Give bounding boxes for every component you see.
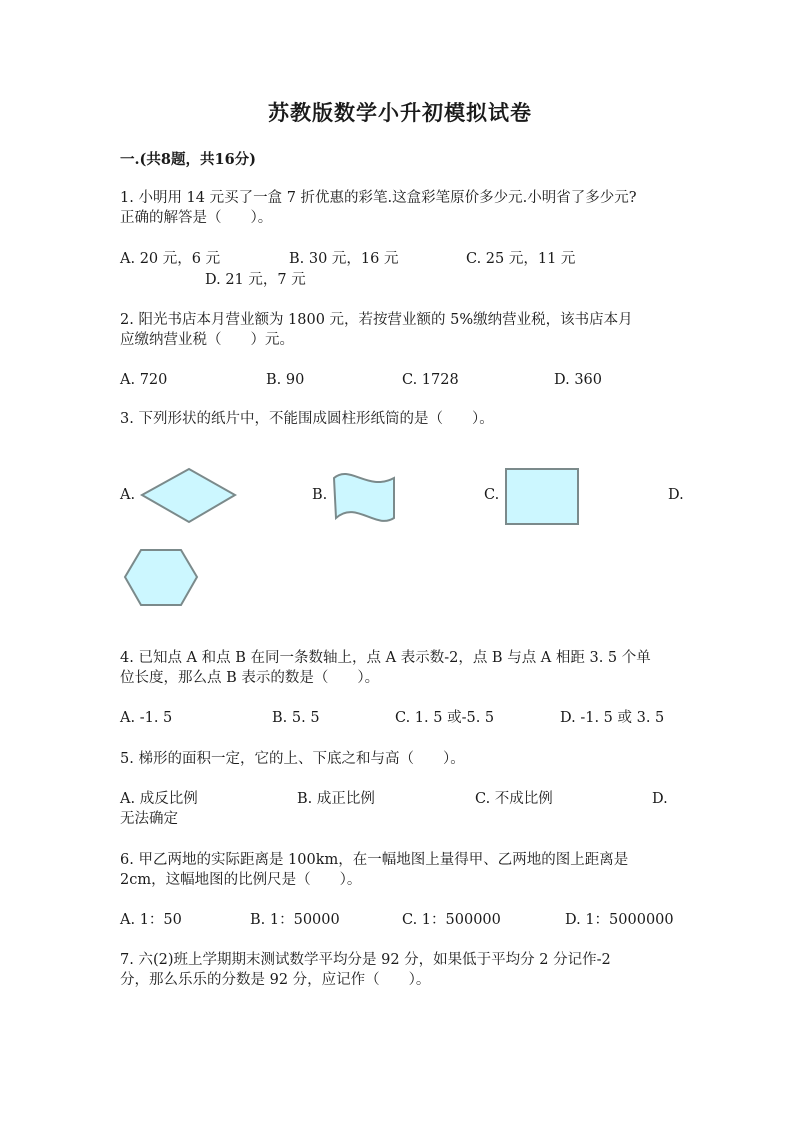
q5-option-a: A. 成反比例 xyxy=(120,791,198,807)
q4-option-d: D. -1. 5 或 3. 5 xyxy=(560,710,665,726)
question-3-line-1: 3. 下列形状的纸片中，不能围成圆柱形纸筒的是（ ）。 xyxy=(120,411,494,427)
q2-option-d: D. 360 xyxy=(554,372,603,388)
wavy-rectangle-shape xyxy=(330,470,400,526)
q2-option-a: A. 720 xyxy=(120,372,168,388)
q3-option-a: A. xyxy=(120,487,136,503)
section-heading: 一.(共8题，共16分) xyxy=(120,151,257,168)
q3-option-c: C. xyxy=(484,487,500,503)
q1-option-c: C. 25 元，11 元 xyxy=(466,251,576,267)
q4-option-b: B. 5. 5 xyxy=(272,710,320,726)
q5-option-d: D. xyxy=(652,791,668,807)
q6-option-b: B. 1：50000 xyxy=(250,912,340,928)
question-7 xyxy=(120,950,700,990)
q1-option-d: D. 21 元，7 元 xyxy=(205,272,306,288)
question-2-line-2: 应缴纳营业税（ ）元。 xyxy=(120,332,294,348)
question-4 xyxy=(120,648,700,688)
question-1-line-2: 正确的解答是（ ）。 xyxy=(120,210,273,226)
question-1 xyxy=(120,188,700,228)
rectangle-shape xyxy=(503,466,583,526)
q4-option-c: C. 1. 5 或-5. 5 xyxy=(395,710,495,726)
question-6 xyxy=(120,850,700,890)
q6-option-d: D. 1：5000000 xyxy=(565,912,674,928)
q1-option-b: B. 30 元，16 元 xyxy=(289,251,399,267)
q6-option-a: A. 1：50 xyxy=(120,912,182,928)
question-2-line-1: 2. 阳光书店本月营业额为 1800 元，若按营业额的 5%缴纳营业税，该书店本月 xyxy=(120,312,633,328)
hexagon-shape xyxy=(122,548,202,610)
q3-option-b: B. xyxy=(312,487,328,503)
exam-title: 苏教版数学小升初模拟试卷 xyxy=(268,100,532,125)
q2-option-b: B. 90 xyxy=(266,372,305,388)
question-2 xyxy=(120,310,700,350)
question-1-line-1: 1. 小明用 14 元买了一盒 7 折优惠的彩笔.这盒彩笔原价多少元.小明省了多少元? xyxy=(120,190,637,206)
q1-option-a: A. 20 元，6 元 xyxy=(120,251,221,267)
question-6-line-2: 2cm，这幅地图的比例尺是（ ）。 xyxy=(120,872,362,888)
question-6-line-1: 6. 甲乙两地的实际距离是 100km，在一幅地图上量得甲、乙两地的图上距离是 xyxy=(120,852,629,868)
question-5 xyxy=(120,749,700,769)
q5-option-b: B. 成正比例 xyxy=(297,791,375,807)
q6-option-c: C. 1：500000 xyxy=(402,912,501,928)
question-4-line-1: 4. 已知点 A 和点 B 在同一条数轴上，点 A 表示数-2，点 B 与点 A 相距 3. 5 个单 xyxy=(120,650,651,666)
q3-option-d: D. xyxy=(668,487,684,503)
rhombus-shape xyxy=(138,466,240,526)
question-3 xyxy=(120,409,700,429)
question-5-line-1: 5. 梯形的面积一定，它的上、下底之和与高（ ）。 xyxy=(120,751,465,767)
q2-option-c: C. 1728 xyxy=(402,372,459,388)
question-7-line-2: 分，那么乐乐的分数是 92 分，应记作（ ）。 xyxy=(120,972,431,988)
q4-option-a: A. -1. 5 xyxy=(120,710,173,726)
question-7-line-1: 7. 六(2)班上学期期末测试数学平均分是 92 分，如果低于平均分 2 分记作-2 xyxy=(120,952,611,968)
q5-option-c: C. 不成比例 xyxy=(475,791,553,807)
question-4-line-2: 位长度，那么点 B 表示的数是（ ）。 xyxy=(120,670,380,686)
q5-option-d-text: 无法确定 xyxy=(120,811,178,827)
